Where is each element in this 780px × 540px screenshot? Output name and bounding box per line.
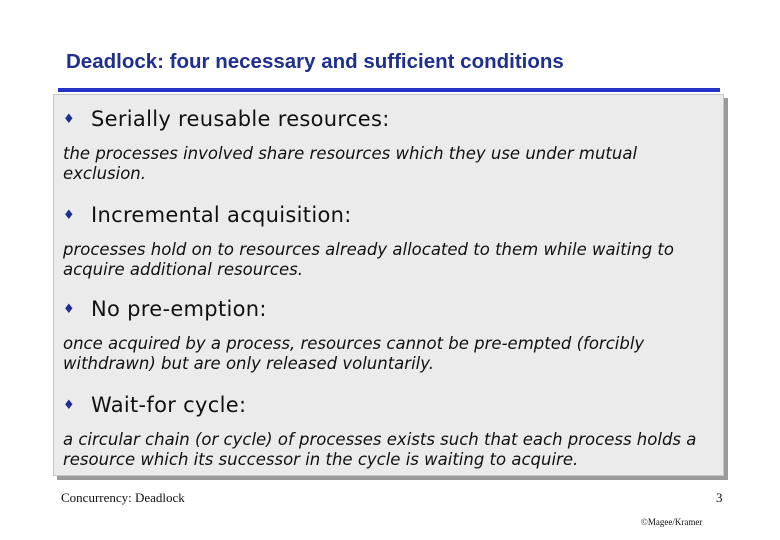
title-underline — [58, 88, 720, 92]
content-panel — [53, 94, 724, 476]
condition-item — [63, 203, 721, 280]
condition-description: once acquired by a process, resources cannot be pre-empted (forcibly withdrawn) but are only released voluntarily. — [63, 334, 645, 373]
diamond-bullet-icon: ♦ — [63, 301, 75, 317]
condition-heading: Serially reusable resources: — [91, 107, 390, 131]
condition-description: a circular chain (or cycle) of processes exists such that each process holds a resource which its successor in the cycle is waiting to acquire. — [63, 430, 697, 469]
condition-description: processes hold on to resources already allocated to them while waiting to acquire additional resources. — [63, 240, 674, 279]
footer-course: Concurrency: Deadlock — [61, 490, 185, 505]
condition-heading: No pre-emption: — [91, 297, 267, 321]
condition-item — [63, 297, 721, 374]
condition-heading: Incremental acquisition: — [91, 203, 352, 227]
condition-heading: Wait-for cycle: — [91, 393, 247, 417]
condition-item — [63, 107, 721, 184]
condition-item — [63, 393, 721, 470]
slide-title: Deadlock: four necessary and sufficient conditions — [66, 50, 564, 73]
diamond-bullet-icon: ♦ — [63, 207, 75, 223]
footer-page-number: 3 — [716, 490, 723, 505]
diamond-bullet-icon: ♦ — [63, 397, 75, 413]
condition-description: the processes involved share resources which they use under mutual exclusion. — [63, 144, 638, 183]
diamond-bullet-icon: ♦ — [63, 111, 75, 127]
footer-copyright: ©Magee/Kramer — [641, 517, 703, 527]
